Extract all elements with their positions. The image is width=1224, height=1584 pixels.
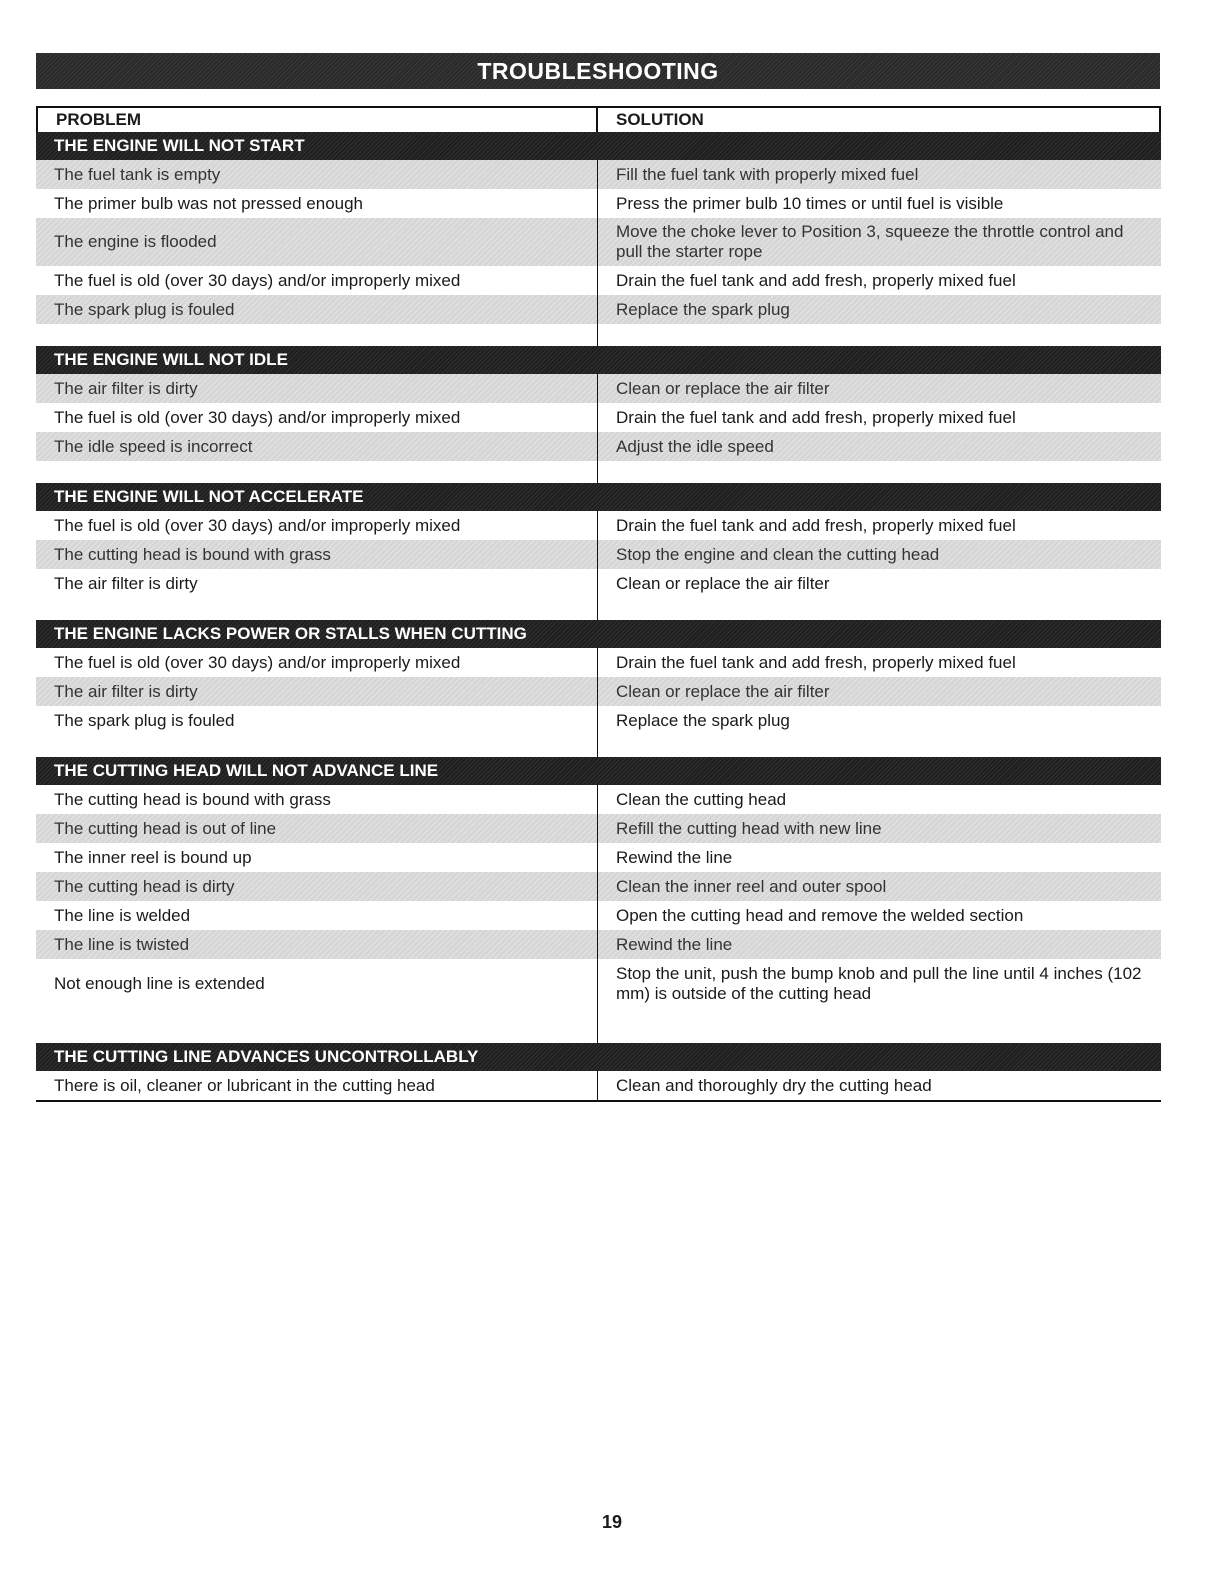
table-row	[36, 648, 1161, 677]
solution-column-header: SOLUTION	[616, 110, 704, 129]
solution-cell: Fill the fuel tank with properly mixed fuel	[598, 160, 1161, 189]
solution-cell: Clean or replace the air filter	[616, 573, 830, 593]
problem-cell: The cutting head is out of line	[36, 814, 598, 843]
problem-cell: The line is twisted	[36, 930, 598, 959]
problem-cell: The fuel is old (over 30 days) and/or improperly mixed	[36, 648, 598, 677]
table-row	[36, 295, 1161, 324]
section-heading-row	[36, 483, 1161, 511]
section-heading-row	[36, 132, 1161, 160]
problem-cell: The fuel tank is empty	[36, 160, 598, 189]
problem-cell: The engine is flooded	[36, 218, 598, 266]
solution-cell: Clean or replace the air filter	[598, 677, 1161, 706]
section-heading-row	[36, 1043, 1161, 1071]
solution-cell: Move the choke lever to Position 3, squeeze the throttle control and pull the starter rope	[598, 218, 1161, 266]
section-cutting-head-will-not-advance	[36, 757, 1161, 1043]
solution-cell: Stop the unit, push the bump knob and pull the line until 4 inches (102 mm) is outside of the cutting head	[616, 963, 1142, 1003]
solution-cell: Open the cutting head and remove the welded section	[616, 905, 1024, 925]
table-row	[36, 930, 1161, 959]
section-engine-will-not-start	[36, 132, 1161, 346]
solution-cell: Adjust the idle speed	[598, 432, 1161, 461]
table-row	[36, 872, 1161, 901]
solution-cell: Clean the cutting head	[616, 789, 787, 809]
problem-cell: Not enough line is extended	[36, 959, 598, 1008]
section-heading-row	[36, 346, 1161, 374]
solution-cell: Rewind the line	[598, 930, 1161, 959]
solution-cell: Clean the inner reel and outer spool	[598, 872, 1161, 901]
section-heading: THE CUTTING HEAD WILL NOT ADVANCE LINE	[54, 761, 439, 780]
solution-cell: Drain the fuel tank and add fresh, properly mixed fuel	[616, 515, 1016, 535]
table-bottom-rule	[36, 1100, 1161, 1102]
problem-cell: The air filter is dirty	[36, 677, 598, 706]
problem-cell: The idle speed is incorrect	[36, 432, 598, 461]
table-row	[36, 1071, 1161, 1100]
section-engine-lacks-power	[36, 620, 1161, 757]
section-heading-row	[36, 620, 1161, 648]
problem-column-header: PROBLEM	[38, 108, 598, 132]
troubleshooting-table	[36, 106, 1161, 1102]
section-heading: THE ENGINE WILL NOT ACCELERATE	[54, 487, 364, 506]
table-row	[36, 218, 1161, 266]
section-heading: THE CUTTING LINE ADVANCES UNCONTROLLABLY	[54, 1047, 479, 1066]
problem-cell: The air filter is dirty	[36, 569, 598, 598]
table-row	[36, 432, 1161, 461]
table-row	[36, 403, 1161, 432]
solution-cell: Replace the spark plug	[598, 295, 1161, 324]
section-engine-will-not-idle	[36, 346, 1161, 483]
table-row	[36, 189, 1161, 218]
table-row	[36, 266, 1161, 295]
section-heading-row	[36, 757, 1161, 785]
table-row	[36, 901, 1161, 930]
table-row	[36, 843, 1161, 872]
solution-cell: Stop the engine and clean the cutting head	[598, 540, 1161, 569]
solution-cell: Press the primer bulb 10 times or until fuel is visible	[616, 193, 1004, 213]
problem-cell: The fuel is old (over 30 days) and/or improperly mixed	[36, 511, 598, 540]
problem-cell: The spark plug is fouled	[36, 295, 598, 324]
table-row	[36, 374, 1161, 403]
table-row	[36, 706, 1161, 735]
table-row	[36, 785, 1161, 814]
problem-cell: The fuel is old (over 30 days) and/or improperly mixed	[36, 266, 598, 295]
problem-cell: The cutting head is bound with grass	[36, 540, 598, 569]
table-row	[36, 511, 1161, 540]
solution-cell: Clean and thoroughly dry the cutting head	[616, 1075, 932, 1095]
solution-cell: Rewind the line	[616, 847, 733, 867]
table-row	[36, 959, 1161, 1008]
solution-cell: Drain the fuel tank and add fresh, properly mixed fuel	[616, 652, 1016, 672]
section-heading: THE ENGINE LACKS POWER OR STALLS WHEN CUTTING	[54, 624, 527, 643]
section-heading: THE ENGINE WILL NOT IDLE	[54, 350, 288, 369]
problem-cell: The spark plug is fouled	[36, 706, 598, 735]
section-engine-will-not-accelerate	[36, 483, 1161, 620]
table-row	[36, 160, 1161, 189]
problem-cell: The primer bulb was not pressed enough	[36, 189, 598, 218]
problem-cell: The inner reel is bound up	[36, 843, 598, 872]
problem-cell: The cutting head is bound with grass	[36, 785, 598, 814]
solution-cell: Replace the spark plug	[616, 710, 790, 730]
page-title: TROUBLESHOOTING	[36, 53, 1160, 89]
problem-cell: The fuel is old (over 30 days) and/or improperly mixed	[36, 403, 598, 432]
column-header-row	[36, 106, 1161, 132]
table-row	[36, 569, 1161, 598]
solution-cell: Drain the fuel tank and add fresh, properly mixed fuel	[616, 407, 1016, 427]
page-number: 19	[601, 1512, 623, 1532]
problem-cell: The line is welded	[36, 901, 598, 930]
table-row	[36, 677, 1161, 706]
section-cutting-line-advances	[36, 1043, 1161, 1100]
solution-cell: Clean or replace the air filter	[598, 374, 1161, 403]
section-heading: THE ENGINE WILL NOT START	[54, 136, 305, 155]
problem-cell: The air filter is dirty	[36, 374, 598, 403]
table-row	[36, 814, 1161, 843]
problem-cell: The cutting head is dirty	[36, 872, 598, 901]
solution-cell: Drain the fuel tank and add fresh, properly mixed fuel	[616, 270, 1016, 290]
problem-cell: There is oil, cleaner or lubricant in the cutting head	[36, 1071, 598, 1100]
solution-cell: Refill the cutting head with new line	[598, 814, 1161, 843]
table-row	[36, 540, 1161, 569]
